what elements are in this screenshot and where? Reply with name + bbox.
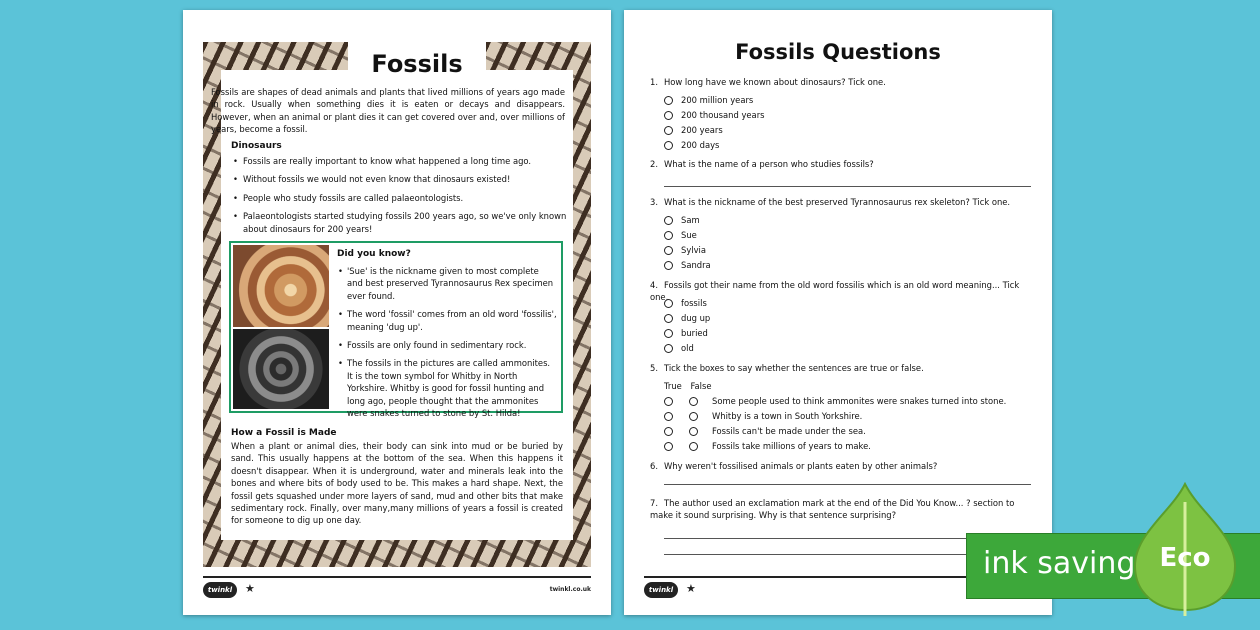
true-label: True xyxy=(664,381,682,391)
radio-circle-icon[interactable] xyxy=(664,126,673,135)
list-item: • The word 'fossil' comes from an old word 'fossilis', meaning 'dug up'. xyxy=(337,308,557,333)
true-false-header xyxy=(664,381,718,391)
did-you-know-box xyxy=(229,241,563,419)
question-5: 5. Tick the boxes to say whether the sentences are true or false. xyxy=(650,363,924,373)
option-item[interactable]: Sue xyxy=(664,228,711,243)
intro-paragraph: Fossils are shapes of dead animals and plants that lived millions of years ago made in rock. Usually when something dies it is eaten or decays and disappears. However, when an animal or plant dies it can get covered over and, over millions of years, become a fossil. xyxy=(211,87,565,135)
true-radio-icon[interactable] xyxy=(664,397,673,406)
option-item[interactable]: 200 million years xyxy=(664,93,765,108)
twinkl-logo: twinkl xyxy=(644,582,678,598)
option-item[interactable]: fossils xyxy=(664,296,710,311)
star-icon: ★ xyxy=(686,582,696,595)
option-item[interactable]: dug up xyxy=(664,311,710,326)
option-item[interactable]: 200 years xyxy=(664,123,765,138)
radio-circle-icon[interactable] xyxy=(664,96,673,105)
dinosaurs-heading: Dinosaurs xyxy=(231,141,282,151)
list-item: • Without fossils we would not even know that dinosaurs existed! xyxy=(231,173,567,185)
radio-circle-icon[interactable] xyxy=(664,216,673,225)
question-4-options xyxy=(664,296,710,356)
question-3: 3. What is the nickname of the best preserved Tyrannosaurus rex skeleton? Tick one. xyxy=(650,197,1011,207)
worksheet-page-questions xyxy=(624,10,1052,615)
ammonite-photo-brown xyxy=(233,245,329,327)
answer-line[interactable] xyxy=(664,186,1031,187)
how-fossil-made-heading: How a Fossil is Made xyxy=(231,428,337,438)
list-item: • Fossils are really important to know what happened a long time ago. xyxy=(231,155,567,167)
question-1-options xyxy=(664,93,765,153)
radio-circle-icon[interactable] xyxy=(664,111,673,120)
page-title: Fossils xyxy=(348,42,486,86)
radio-circle-icon[interactable] xyxy=(664,299,673,308)
radio-circle-icon[interactable] xyxy=(664,141,673,150)
option-item[interactable]: buried xyxy=(664,326,710,341)
radio-circle-icon[interactable] xyxy=(664,246,673,255)
site-url: twinkl.co.uk xyxy=(549,586,591,593)
option-item[interactable]: 200 thousand years xyxy=(664,108,765,123)
did-you-know-list xyxy=(337,265,557,425)
how-fossil-made-paragraph: When a plant or animal dies, their body can sink into mud or be buried by sand. This usually happens at the bottom of the sea. When this happens it doesn't disappear. When it is underground, water and minerals leak into the bones and where bits of body used to be. This makes a hard shape. Next, the fossil gets squashed under more layers of sand, mud and other bits that make sedimentary rock. Finally, over many,many millions of years a fossil is created for someone to dig up one day. xyxy=(231,441,563,526)
question-2: 2. What is the name of a person who studies fossils? xyxy=(650,159,874,169)
radio-circle-icon[interactable] xyxy=(664,261,673,270)
option-item[interactable]: Sylvia xyxy=(664,243,711,258)
list-item: • Palaeontologists started studying fossils 200 years ago, so we've only known about dinosaurs for 200 years! xyxy=(231,210,567,235)
list-item: • People who study fossils are called palaeontologists. xyxy=(231,192,567,204)
question-3-options xyxy=(664,213,711,273)
question-4: 4. Fossils got their name from the old word fossilis which is an old word meaning... Tick one. xyxy=(650,280,1020,302)
eco-label: Eco xyxy=(1159,543,1211,573)
radio-circle-icon[interactable] xyxy=(664,329,673,338)
false-radio-icon[interactable] xyxy=(689,427,698,436)
answer-line[interactable] xyxy=(664,484,1031,485)
worksheet-page-fossils xyxy=(183,10,611,615)
radio-circle-icon[interactable] xyxy=(664,344,673,353)
did-you-know-title: Did you know? xyxy=(337,249,411,259)
true-false-row: Fossils take millions of years to make. xyxy=(664,439,1006,454)
radio-circle-icon[interactable] xyxy=(664,314,673,323)
false-radio-icon[interactable] xyxy=(689,442,698,451)
question-6: 6. Why weren't fossilised animals or plants eaten by other animals? xyxy=(650,461,938,471)
true-false-list xyxy=(664,394,1006,454)
false-radio-icon[interactable] xyxy=(689,412,698,421)
option-item[interactable]: Sandra xyxy=(664,258,711,273)
option-item[interactable]: old xyxy=(664,341,710,356)
true-radio-icon[interactable] xyxy=(664,427,673,436)
false-label: False xyxy=(690,381,712,391)
option-item[interactable]: Sam xyxy=(664,213,711,228)
radio-circle-icon[interactable] xyxy=(664,231,673,240)
question-7: 7. The author used an exclamation mark at the end of the Did You Know... ? section to make it sound surprising. Why is that sentence surprising? xyxy=(650,498,1015,520)
true-false-row: Fossils can't be made under the sea. xyxy=(664,424,1006,439)
ammonite-photo-grey xyxy=(233,329,329,409)
true-radio-icon[interactable] xyxy=(664,442,673,451)
true-false-row: Whitby is a town in South Yorkshire. xyxy=(664,409,1006,424)
true-radio-icon[interactable] xyxy=(664,412,673,421)
ink-saving-label: ink saving xyxy=(983,546,1136,581)
dinosaurs-list xyxy=(231,155,567,241)
page-title: Fossils Questions xyxy=(735,40,941,64)
true-false-row: Some people used to think ammonites were snakes turned into stone. xyxy=(664,394,1006,409)
option-item[interactable]: 200 days xyxy=(664,138,765,153)
twinkl-logo: twinkl xyxy=(203,582,237,598)
list-item: • The fossils in the pictures are called ammonites. It is the town symbol for Whitby in North Yorkshire. Whitby is good for fossil hunting and long ago, people thought that the ammonites were snakes turned to stone by St. Hilda! xyxy=(337,357,557,419)
question-1: 1. How long have we known about dinosaurs? Tick one. xyxy=(650,77,886,87)
false-radio-icon[interactable] xyxy=(689,397,698,406)
list-item: • 'Sue' is the nickname given to most complete and best preserved Tyrannosaurus Rex specimen ever found. xyxy=(337,265,557,302)
page-footer xyxy=(203,576,591,598)
star-icon: ★ xyxy=(245,582,255,595)
list-item: • Fossils are only found in sedimentary rock. xyxy=(337,339,557,351)
